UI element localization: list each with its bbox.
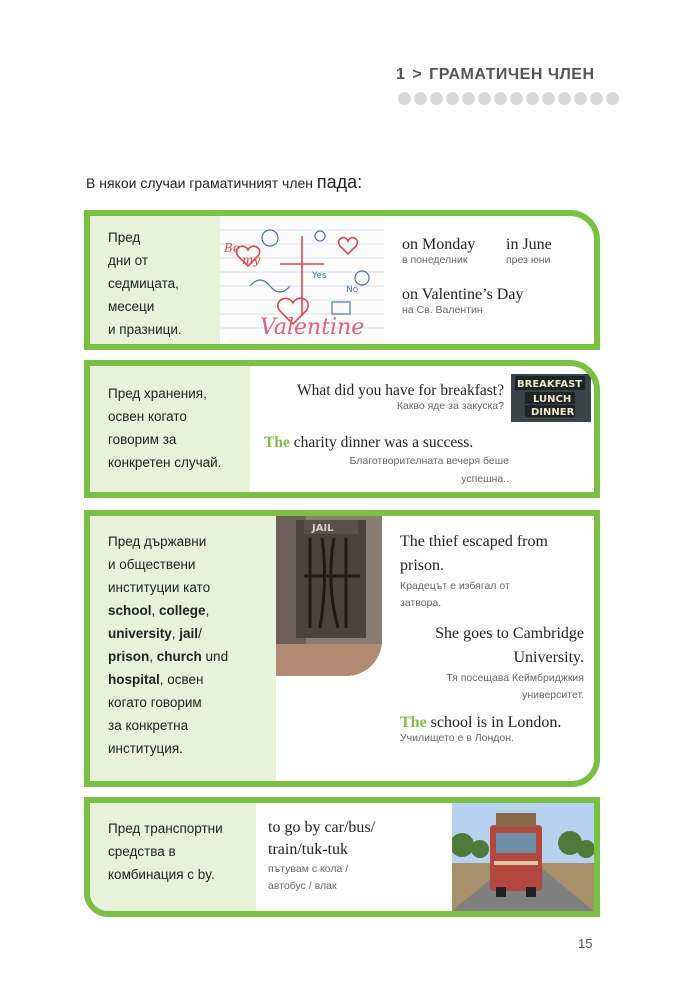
page-number: 15 [578,936,593,951]
svg-text:BREAKFAST: BREAKFAST [517,379,583,390]
rule-text: Пред транспортни средства в комбинация с by. [90,803,256,911]
example-block [506,236,552,266]
rule-card-institutions [84,510,600,787]
bus-on-road-image [452,803,594,911]
translation: през юни [506,254,551,266]
translation: пътувам с кола / автобус / влак [268,863,349,892]
rule-card-meals [84,360,600,498]
example-block [400,622,584,704]
example-school: The school is in London. [400,714,562,731]
svg-text:DINNER: DINNER [531,407,575,418]
example-block [402,286,523,316]
chevron-right-icon: > [412,66,423,83]
example-transport: to go by car/bus/ train/tuk-tuk [268,819,376,858]
example-block [264,434,509,488]
translation: Тя посещава Кеймбриджкия университет. [446,672,584,701]
rule-text: Пред дни от седмицата, месеци и празници. [90,216,220,344]
rule-card-days [84,210,600,350]
svg-text:JAIL: JAIL [312,523,334,534]
example-block [268,817,438,895]
example-block [400,530,580,612]
breakfast-lunch-dinner-sign-image [511,374,591,422]
example-block [400,714,584,744]
svg-text:Be: Be [224,241,240,255]
intro-sentence: В някои случаи граматичният член пада: [86,172,363,192]
svg-text:Valentine: Valentine [260,315,365,340]
chapter-number: 1 [396,66,406,83]
svg-text:LUNCH: LUNCH [533,394,572,405]
example-university: She goes to Cambridge University. [435,625,584,666]
translation: в понеделник [402,254,468,266]
dot-row-decoration [398,92,619,105]
example-valentine: on Valentine’s Day [402,286,524,303]
intro-emphasis: пада: [316,172,363,192]
svg-text:Yes: Yes [312,271,327,281]
translation: Какво яде за закуска? [396,400,504,412]
example-june: in June [506,236,552,253]
example-charity-dinner: The charity dinner was a success. [264,434,474,451]
rule-card-transport [84,797,600,917]
translation: Училището е в Лондон. [400,732,514,744]
translation: на Св. Валентин [402,304,483,316]
translation: Благотворителната вечеря беше успешна.. [349,455,509,485]
svg-text:No: No [346,285,359,295]
chapter-heading [396,66,595,84]
jail-window-image [276,516,382,676]
example-block [264,382,504,412]
translation: Крадецът е избягал от затвора. [400,580,510,609]
rule-text: Пред хранения, освен когато говорим за конкретен случай. [90,366,250,492]
example-block [402,236,475,266]
svg-text:my: my [242,253,261,267]
example-breakfast: What did you have for breakfast? [296,382,504,399]
chapter-title: ГРАМАТИЧЕН ЧЛЕН [429,66,595,83]
valentine-doodle-image [220,216,384,344]
example-prison: The thief escaped from prison. [400,533,548,574]
rule-text: Пред държавни и обществени институции като school, college, university, jail/ prison, church und hospital, освен когато говорим за конкретна институция. [90,516,276,781]
example-monday: on Monday [402,236,476,253]
